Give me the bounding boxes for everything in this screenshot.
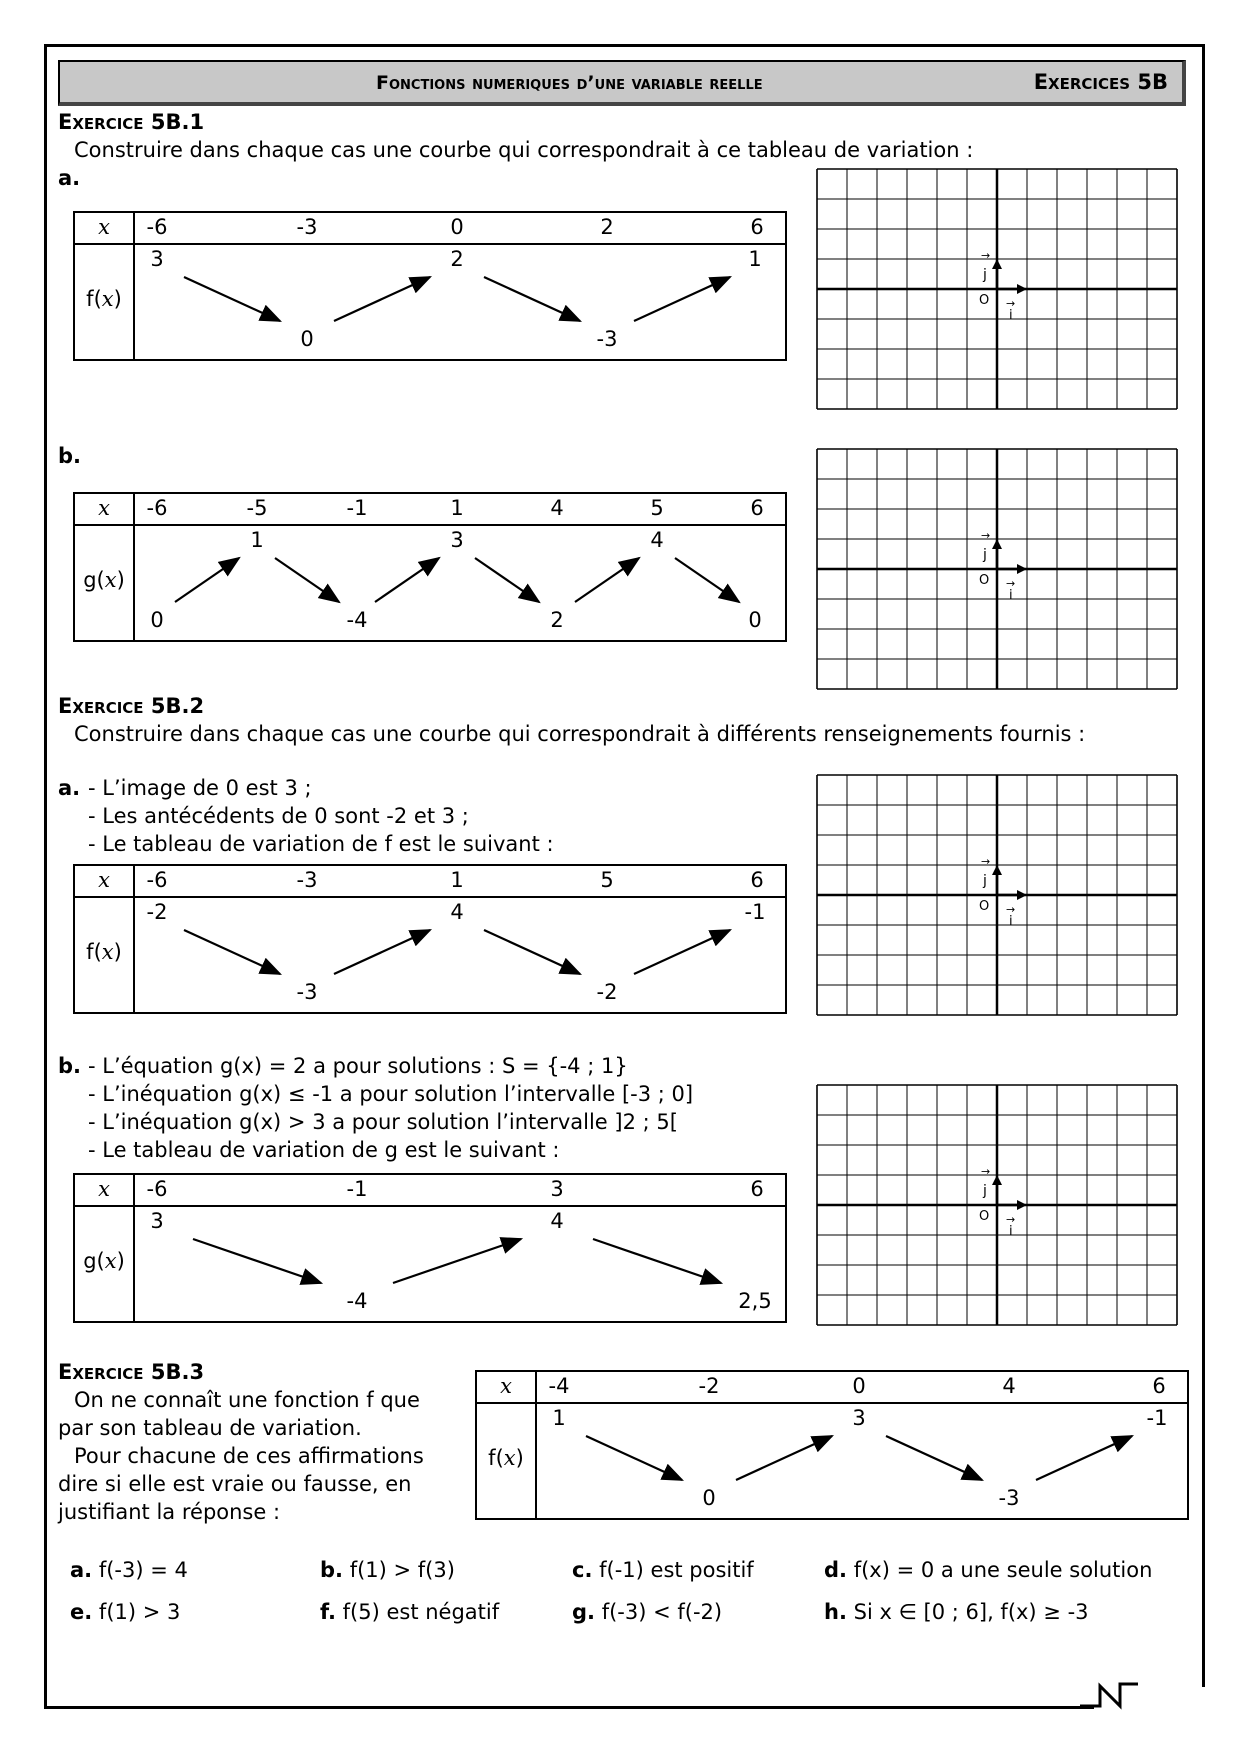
table-f-value: 1 bbox=[748, 247, 762, 271]
table-f-value: -1 bbox=[744, 900, 766, 924]
table-f-value: -4 bbox=[346, 1289, 368, 1313]
arrow-head-icon bbox=[1017, 564, 1027, 574]
question-e: e. f(1) > 3 bbox=[70, 1600, 181, 1624]
table-x-label: x bbox=[98, 215, 110, 239]
coordinate-grid bbox=[816, 1084, 1178, 1326]
table-x-label: x bbox=[98, 1177, 110, 1201]
ex2-b-label: b. bbox=[58, 1054, 82, 1078]
j-arrow-label: → bbox=[981, 249, 991, 262]
ex2-b-line-3: - L’inéquation g(x) > 3 a pour solution l’intervalle ]2 ; 5[ bbox=[88, 1110, 678, 1134]
table-f-value: 3 bbox=[450, 528, 464, 552]
grid-ex2a bbox=[816, 774, 1176, 1014]
table-x-value: -2 bbox=[698, 1374, 720, 1398]
j-label: j bbox=[983, 1183, 987, 1199]
table-f-value: 3 bbox=[150, 247, 164, 271]
variation-arrow bbox=[586, 1436, 682, 1480]
i-arrow-label: → bbox=[1006, 1213, 1016, 1226]
ex3-title: Exercice 5B.3 bbox=[58, 1360, 205, 1384]
question-b: b. f(1) > f(3) bbox=[320, 1558, 455, 1582]
variation-arrow bbox=[634, 277, 730, 321]
i-arrow-label: → bbox=[1006, 297, 1016, 310]
origin-label: O bbox=[979, 899, 990, 914]
table-f-value: 1 bbox=[250, 528, 264, 552]
table-x-label: x bbox=[500, 1374, 512, 1398]
question-g: g. f(-3) < f(-2) bbox=[572, 1600, 723, 1624]
variation-arrow bbox=[184, 277, 280, 321]
table-f-value: -1 bbox=[1146, 1406, 1168, 1430]
table-x-value: -3 bbox=[296, 868, 318, 892]
table-f-value: 4 bbox=[450, 900, 464, 924]
ex1-a-label: a. bbox=[58, 166, 81, 190]
coordinate-grid bbox=[816, 168, 1178, 410]
table-arrows bbox=[75, 213, 785, 359]
table-x-value: 3 bbox=[550, 1177, 564, 1201]
variation-table-ex3 bbox=[475, 1370, 1189, 1520]
variation-arrow bbox=[736, 1436, 832, 1480]
table-x-label: x bbox=[98, 496, 110, 520]
ex1-intro: Construire dans chaque cas une courbe qui correspondrait à ce tableau de variation : bbox=[74, 138, 974, 162]
table-x-label: x bbox=[98, 868, 110, 892]
ex1-title: Exercice 5B.1 bbox=[58, 110, 205, 134]
table-x-value: -6 bbox=[146, 496, 168, 520]
table-f-label: g(x) bbox=[83, 1249, 125, 1273]
table-f-value: 0 bbox=[150, 608, 164, 632]
variation-arrow bbox=[634, 930, 730, 974]
table-f-value: -3 bbox=[296, 980, 318, 1004]
arrow-head-icon bbox=[1017, 1200, 1027, 1210]
question-d: d. f(x) = 0 a une seule solution bbox=[824, 1558, 1153, 1582]
variation-arrow bbox=[475, 558, 539, 602]
ex2-a-line-2: - Les antécédents de 0 sont -2 et 3 ; bbox=[88, 804, 469, 828]
coordinate-grid bbox=[816, 774, 1178, 1016]
i-label: i bbox=[1009, 308, 1013, 323]
table-f-label: f(x) bbox=[488, 1446, 524, 1470]
question-c: c. f(-1) est positif bbox=[572, 1558, 754, 1582]
question-h: h. Si x ∈ [0 ; 6], f(x) ≥ -3 bbox=[824, 1600, 1089, 1624]
table-f-value: -3 bbox=[998, 1486, 1020, 1510]
i-label: i bbox=[1009, 1224, 1013, 1239]
question-f: f. f(5) est négatif bbox=[320, 1600, 500, 1624]
variation-arrow bbox=[1036, 1436, 1132, 1480]
arrow-head-icon bbox=[992, 1175, 1002, 1185]
table-x-value: 1 bbox=[450, 868, 464, 892]
ex3-text-2: par son tableau de variation. bbox=[58, 1416, 362, 1440]
question-a: a. f(-3) = 4 bbox=[70, 1558, 188, 1582]
variation-arrow bbox=[184, 930, 280, 974]
table-f-value: 4 bbox=[550, 1209, 564, 1233]
page-header bbox=[58, 60, 1186, 106]
variation-arrow bbox=[275, 558, 339, 602]
ex2-a-line-1: - L’image de 0 est 3 ; bbox=[88, 776, 312, 800]
arrow-head-icon bbox=[992, 539, 1002, 549]
table-x-value: 0 bbox=[852, 1374, 866, 1398]
table-x-value: -6 bbox=[146, 215, 168, 239]
variation-arrow bbox=[334, 277, 430, 321]
header-exercises: Exercices 5B bbox=[1033, 70, 1168, 94]
i-label: i bbox=[1009, 588, 1013, 603]
table-x-value: 6 bbox=[750, 1177, 764, 1201]
table-x-value: -3 bbox=[296, 215, 318, 239]
variation-arrow bbox=[484, 277, 580, 321]
table-f-value: 2,5 bbox=[738, 1289, 772, 1313]
table-f-value: -4 bbox=[346, 608, 368, 632]
origin-label: O bbox=[979, 293, 990, 308]
table-x-value: 5 bbox=[650, 496, 664, 520]
table-arrows bbox=[477, 1372, 1187, 1518]
grid-ex1a bbox=[816, 168, 1176, 408]
origin-label: O bbox=[979, 1209, 990, 1224]
ex3-text-4: dire si elle est vraie ou fausse, en bbox=[58, 1472, 412, 1496]
coordinate-grid bbox=[816, 448, 1178, 690]
i-label: i bbox=[1009, 914, 1013, 929]
header-title: Fonctions numeriques d’une variable reelle bbox=[376, 72, 763, 94]
variation-arrow bbox=[575, 558, 639, 602]
table-f-value: 0 bbox=[702, 1486, 716, 1510]
table-x-value: -4 bbox=[548, 1374, 570, 1398]
variation-table-ex1b bbox=[73, 492, 787, 642]
table-x-value: 0 bbox=[450, 215, 464, 239]
arrow-head-icon bbox=[992, 865, 1002, 875]
table-f-label: f(x) bbox=[86, 940, 122, 964]
table-x-value: 6 bbox=[750, 496, 764, 520]
ex2-intro: Construire dans chaque cas une courbe qui correspondrait à différents renseignements fournis : bbox=[74, 722, 1086, 746]
table-x-value: 4 bbox=[550, 496, 564, 520]
table-arrows bbox=[75, 866, 785, 1012]
table-x-value: -5 bbox=[246, 496, 268, 520]
variation-table-ex1a bbox=[73, 211, 787, 361]
table-x-value: -6 bbox=[146, 868, 168, 892]
arrow-head-icon bbox=[1017, 890, 1027, 900]
variation-table-ex2b bbox=[73, 1173, 787, 1323]
table-x-value: 6 bbox=[750, 868, 764, 892]
table-f-value: -2 bbox=[146, 900, 168, 924]
ex3-text-3: Pour chacune de ces affirmations bbox=[74, 1444, 424, 1468]
table-x-value: -1 bbox=[346, 496, 368, 520]
table-f-value: 2 bbox=[450, 247, 464, 271]
frame-right-border bbox=[1202, 44, 1205, 1687]
variation-arrow bbox=[375, 558, 439, 602]
table-f-value: 3 bbox=[852, 1406, 866, 1430]
table-x-value: 6 bbox=[1152, 1374, 1166, 1398]
i-arrow-label: → bbox=[1006, 577, 1016, 590]
j-arrow-label: → bbox=[981, 529, 991, 542]
ex2-b-line-1: - L’équation g(x) = 2 a pour solutions : S = {-4 ; 1} bbox=[88, 1054, 628, 1078]
frame-bottom-border bbox=[44, 1706, 1094, 1709]
j-label: j bbox=[983, 547, 987, 563]
variation-arrow bbox=[675, 558, 739, 602]
variation-arrow bbox=[175, 558, 239, 602]
table-x-value: 5 bbox=[600, 868, 614, 892]
table-x-value: 2 bbox=[600, 215, 614, 239]
table-x-value: -1 bbox=[346, 1177, 368, 1201]
grid-ex2b bbox=[816, 1084, 1176, 1324]
ex3-text-5: justifiant la réponse : bbox=[58, 1500, 281, 1524]
table-x-value: -6 bbox=[146, 1177, 168, 1201]
table-x-value: 1 bbox=[450, 496, 464, 520]
variation-arrow bbox=[484, 930, 580, 974]
j-arrow-label: → bbox=[981, 1165, 991, 1178]
table-f-value: 0 bbox=[300, 327, 314, 351]
table-f-value: 0 bbox=[748, 608, 762, 632]
table-f-value: -2 bbox=[596, 980, 618, 1004]
grid-ex1b bbox=[816, 448, 1176, 688]
ex3-text-1: On ne connaît une fonction f que bbox=[74, 1388, 420, 1412]
ex2-a-line-3: - Le tableau de variation de f est le suivant : bbox=[88, 832, 554, 856]
table-f-label: g(x) bbox=[83, 568, 125, 592]
arrow-head-icon bbox=[1017, 284, 1027, 294]
variation-arrow bbox=[886, 1436, 982, 1480]
corner-mark bbox=[1080, 1680, 1140, 1720]
table-x-value: 6 bbox=[750, 215, 764, 239]
table-arrows bbox=[75, 1175, 785, 1321]
j-arrow-label: → bbox=[981, 855, 991, 868]
table-f-label: f(x) bbox=[86, 287, 122, 311]
table-f-value: 2 bbox=[550, 608, 564, 632]
variation-arrow bbox=[193, 1239, 321, 1283]
table-f-value: 1 bbox=[552, 1406, 566, 1430]
j-label: j bbox=[983, 873, 987, 889]
ex2-a-label: a. bbox=[58, 776, 81, 800]
arrow-head-icon bbox=[992, 259, 1002, 269]
origin-label: O bbox=[979, 573, 990, 588]
table-f-value: -3 bbox=[596, 327, 618, 351]
table-arrows bbox=[75, 494, 785, 640]
table-f-value: 3 bbox=[150, 1209, 164, 1233]
variation-table-ex2a bbox=[73, 864, 787, 1014]
variation-arrow bbox=[334, 930, 430, 974]
j-label: j bbox=[983, 267, 987, 283]
i-arrow-label: → bbox=[1006, 903, 1016, 916]
ex2-b-line-2: - L’inéquation g(x) ≤ -1 a pour solution l’intervalle [-3 ; 0] bbox=[88, 1082, 694, 1106]
variation-arrow bbox=[593, 1239, 721, 1283]
ex2-title: Exercice 5B.2 bbox=[58, 694, 205, 718]
ex2-b-line-4: - Le tableau de variation de g est le suivant : bbox=[88, 1138, 560, 1162]
variation-arrow bbox=[393, 1239, 521, 1283]
table-f-value: 4 bbox=[650, 528, 664, 552]
table-x-value: 4 bbox=[1002, 1374, 1016, 1398]
ex1-b-label: b. bbox=[58, 444, 82, 468]
